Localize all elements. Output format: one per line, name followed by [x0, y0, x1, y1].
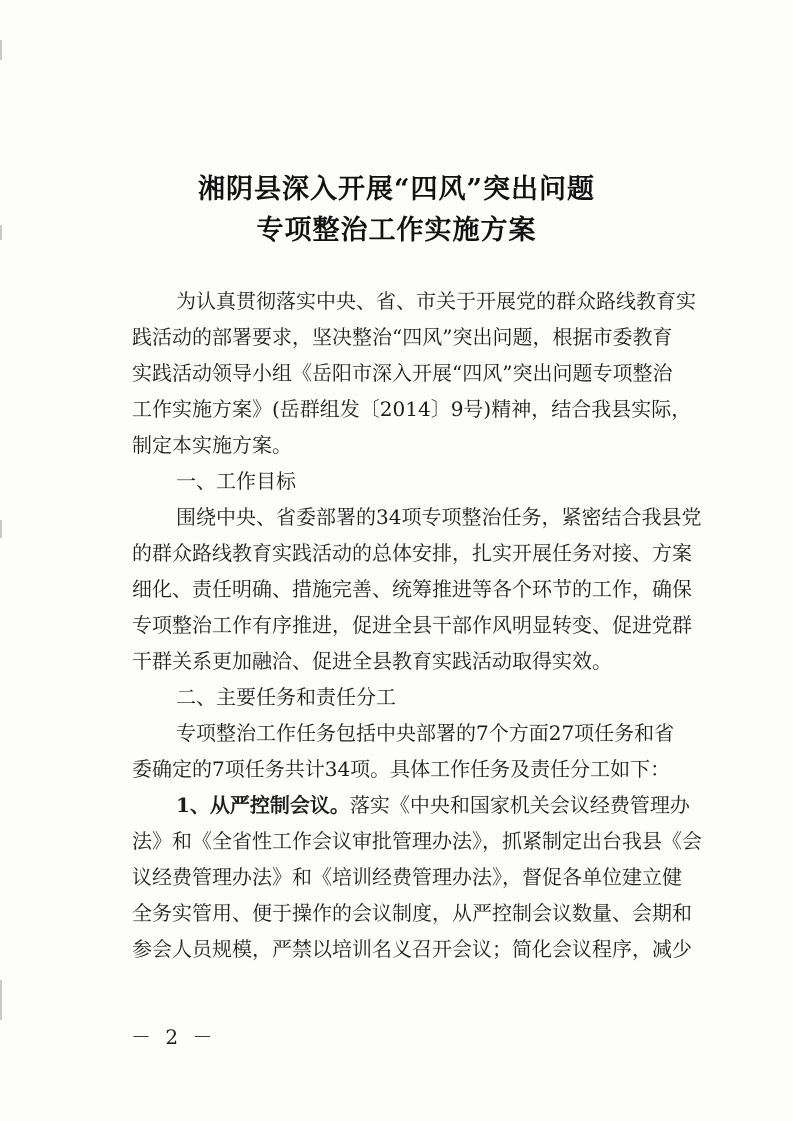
- paragraph-line: 专项整治工作有序推进，促进全县干部作风明显转变、促进党群: [132, 613, 692, 637]
- paragraph-line: 干群关系更加融洽、促进全县教育实践活动取得实效。: [132, 649, 612, 673]
- paragraph-line: 细化、责任明确、措施完善、统筹推进等各个环节的工作，确保: [132, 577, 692, 601]
- section-heading: 一、工作目标: [176, 469, 296, 493]
- paragraph-line: 议经费管理办法》和《培训经费管理办法》，督促各单位建立健: [132, 865, 682, 889]
- paragraph-line: 委确定的7项任务共计34项。具体工作任务及责任分工如下：: [132, 757, 671, 781]
- paragraph-line: 专项整治工作任务包括中央部署的7个方面27项任务和省: [176, 721, 675, 745]
- document-title-line-1: 湘阴县深入开展“四风”突出问题: [197, 174, 596, 205]
- paragraph-line: 参会人员规模，严禁以培训名义召开会议；简化会议程序，减少: [132, 937, 692, 961]
- paragraph-line: 围绕中央、省委部署的34项专项整治任务，紧密结合我县党: [176, 505, 702, 529]
- paragraph-line: 法》和《全省性工作会议审批管理办法》，抓紧制定出台我县《会: [132, 829, 702, 853]
- scan-edge-mark: [0, 520, 2, 538]
- paragraph-line: 为认真贯彻落实中央、省、市关于开展党的群众路线教育实: [176, 289, 696, 313]
- paragraph-line: [176, 793, 690, 817]
- paragraph-line: 全务实管用、便于操作的会议制度，从严控制会议数量、会期和: [132, 901, 692, 925]
- paragraph-line: 的群众路线教育实践活动的总体安排，扎实开展任务对接、方案: [132, 541, 692, 565]
- item-text: 落实《中央和国家机关会议经费管理办: [349, 793, 690, 817]
- paragraph-line: 制定本实施方案。: [132, 433, 292, 457]
- paragraph-line: 实践活动领导小组《岳阳市深入开展“四风”突出问题专项整治: [132, 361, 673, 385]
- scan-edge-mark: [0, 980, 2, 1020]
- paragraph-line: 工作实施方案》(岳群组发〔2014〕9号)精神，结合我县实际，: [132, 397, 692, 421]
- document-title-line-2: 专项整治工作实施方案: [256, 215, 537, 246]
- page-number: － 2 －: [131, 1025, 217, 1049]
- section-heading: 二、主要任务和责任分工: [176, 685, 396, 709]
- paragraph-line: 践活动的部署要求，坚决整治“四风”突出问题，根据市委教育: [132, 325, 673, 349]
- item-lead: 1、从严控制会议。: [176, 793, 350, 817]
- scan-edge-mark: [0, 40, 2, 60]
